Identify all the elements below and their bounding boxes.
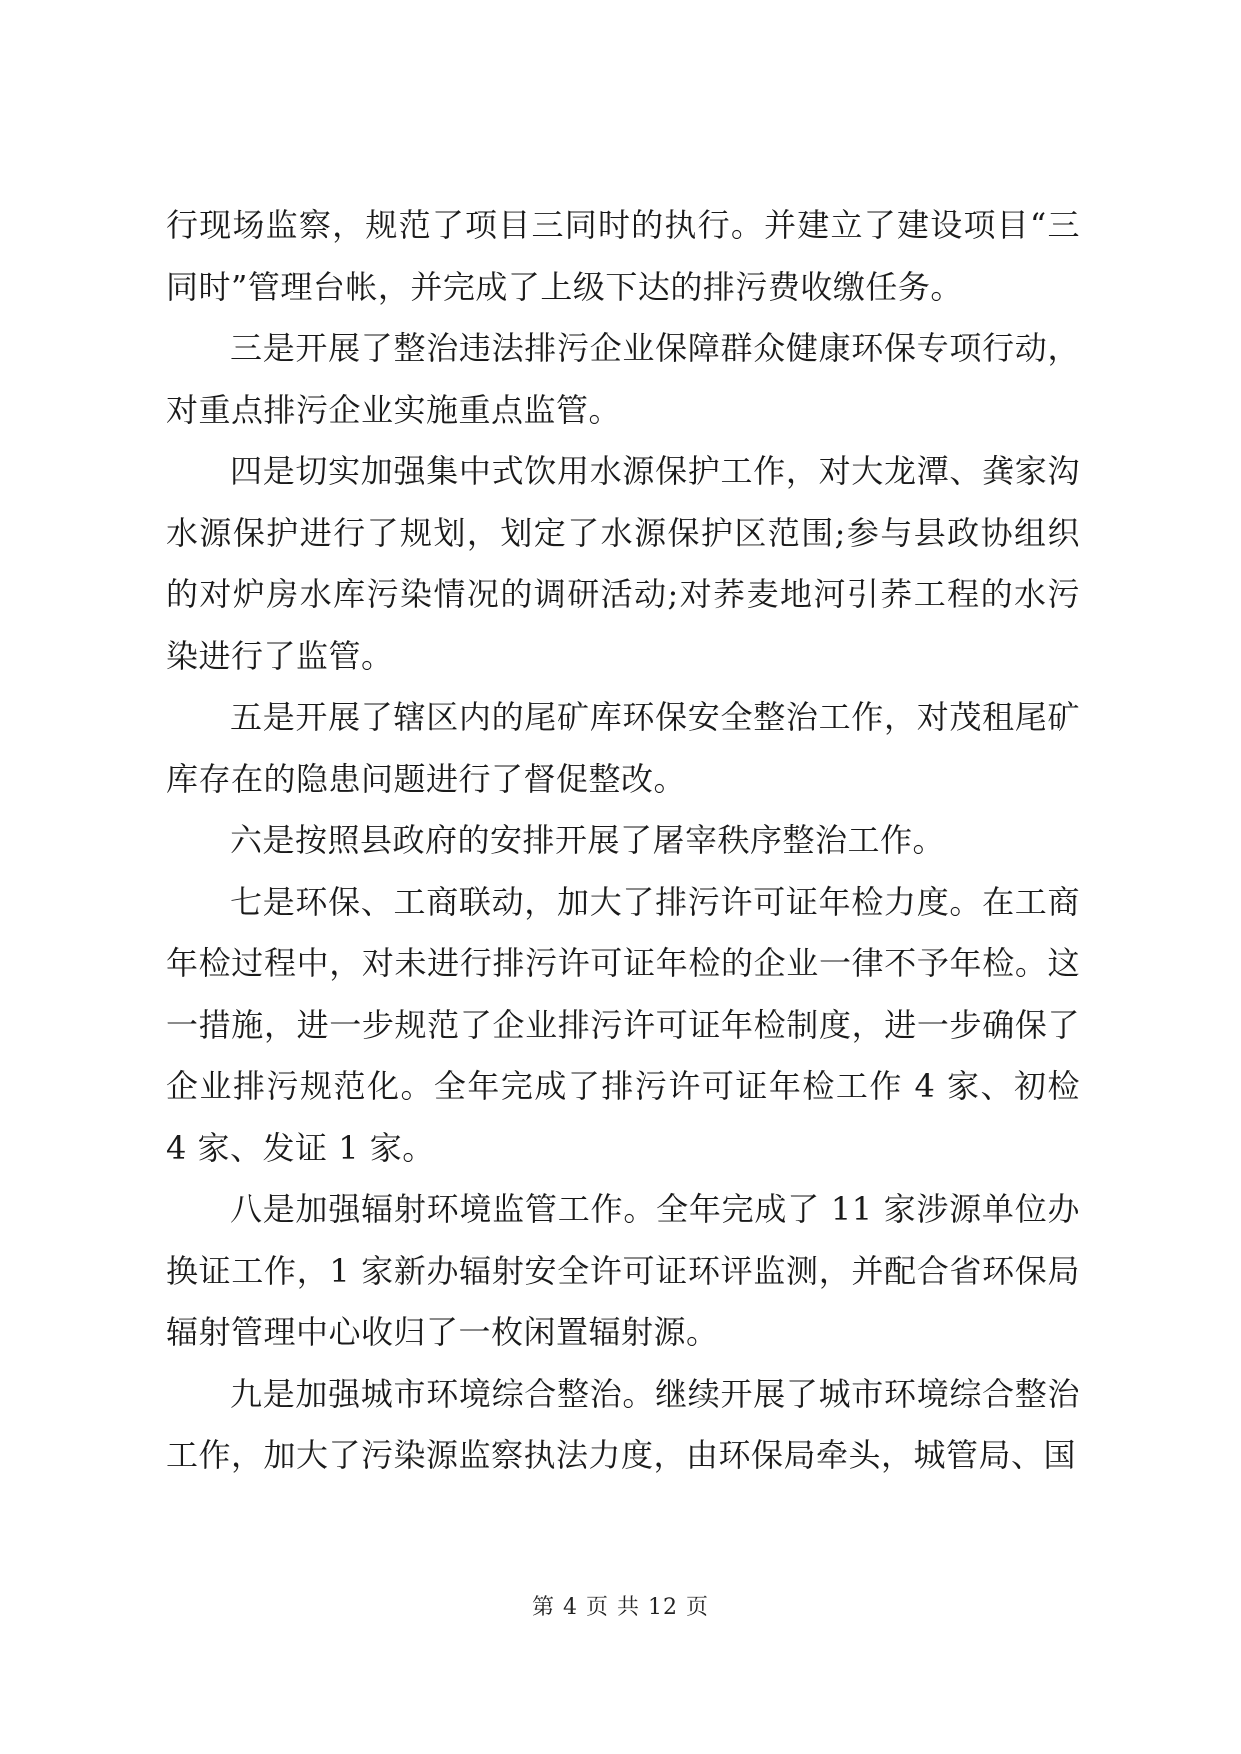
paragraph-item-8: 八是加强辐射环境监管工作。全年完成了 11 家涉源单位办换证工作，1 家新办辐射安全许可证环评监测，并配合省环保局辐射管理中心收归了一枚闲置辐射源。 xyxy=(166,1190,1080,1351)
paragraph-item-9: 九是加强城市环境综合整治。继续开展了城市环境综合整治工作，加大了污染源监察执法力度，由环保局牵头，城管局、国 xyxy=(166,1374,1080,1474)
paragraph-item-5: 五是开展了辖区内的尾矿库环保安全整治工作，对茂租尾矿库存在的隐患问题进行了督促整改。 xyxy=(166,698,1080,798)
paragraph-continuation: 行现场监察，规范了项目三同时的执行。并建立了建设项目“三同时”管理台帐，并完成了上级下达的排污费收缴任务。 xyxy=(166,206,1080,306)
paragraph-item-4: 四是切实加强集中式饮用水源保护工作，对大龙潭、龚家沟水源保护进行了规划，划定了水源保护区范围;参与县政协组织的对炉房水库污染情况的调研活动;对荞麦地河引荞工程的水污染进行了监管。 xyxy=(166,452,1080,675)
page-footer: 第 4 页 共 12 页 xyxy=(532,1595,709,1620)
paragraph-item-6: 六是按照县政府的安排开展了屠宰秩序整治工作。 xyxy=(230,821,946,859)
paragraph-item-3: 三是开展了整治违法排污企业保障群众健康环保专项行动，对重点排污企业实施重点监管。 xyxy=(166,329,1080,429)
document-body xyxy=(166,195,1080,1487)
paragraph-item-7: 七是环保、工商联动，加大了排污许可证年检力度。在工商年检过程中，对未进行排污许可证年检的企业一律不予年检。这一措施，进一步规范了企业排污许可证年检制度，进一步确保了企业排污规范化。全年完成了排污许可证年检工作 4 家、初检 4 家、发证 1 家。 xyxy=(166,882,1080,1167)
